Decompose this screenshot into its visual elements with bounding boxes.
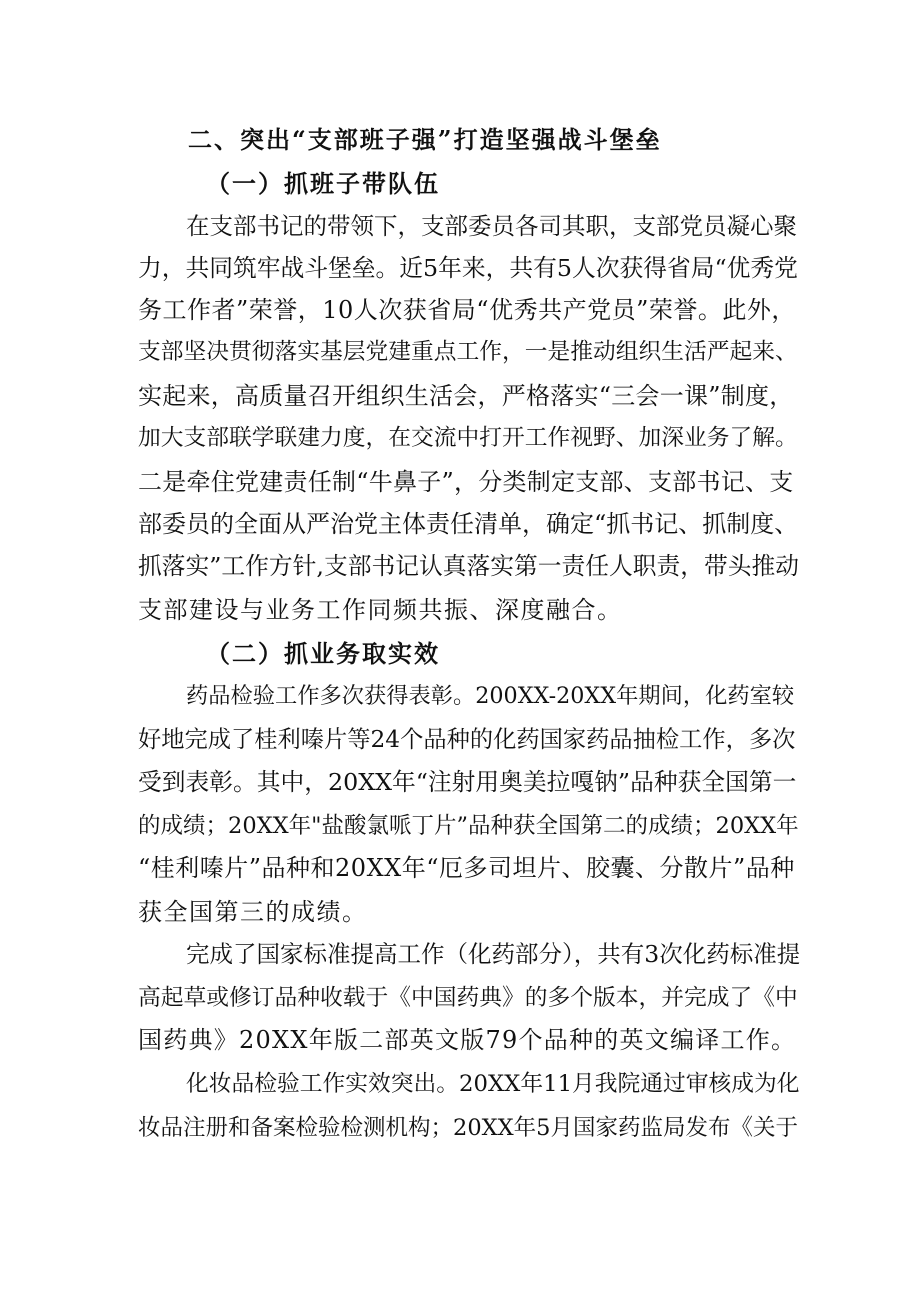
paragraph-line: 受到表彰。其中，20XX年“注射用奥美拉嘎钠”品种获全国第一 [138, 768, 797, 796]
paragraph-line: 加大支部联学联建力度，在交流中打开工作视野、加深业务了解。 [138, 425, 798, 451]
paragraph-line: 完成了国家标准提高工作（化药部分），共有3次化药标准提 [186, 940, 801, 968]
paragraph-line: 抓落实”工作方针,支部书记认真落实第一责任人职责，带头推动 [138, 552, 799, 580]
paragraph-line: 妆品注册和备案检验检测机构；20XX年5月国家药监局发布《关于 [138, 1115, 798, 1141]
subsection-heading-2: （二）抓业务取实效 [206, 639, 440, 668]
paragraph-line: 高起草或修订品种收载于《中国药典》的多个版本，并完成了《中 [138, 985, 798, 1011]
paragraph-line: 务工作者”荣誉，10人次获省局“优秀共产党员”荣誉。此外， [138, 296, 796, 324]
paragraph-line: 的成绩；20XX年"盐酸氯哌丁片”品种获全国第二的成绩；20XX年 [138, 813, 799, 839]
paragraph-line: 支部建设与业务工作同频共振、深度融合。 [138, 596, 623, 624]
paragraph-line: 好地完成了桂利嗪片等24个品种的化药国家药品抽检工作，多次 [138, 726, 796, 753]
paragraph-line: 二是牵住党建责任制“牛鼻子”，分类制定支部、支部书记、支 [138, 468, 794, 496]
paragraph-line: 部委员的全面从严治党主体责任清单，确定“抓书记、抓制度、 [138, 510, 799, 538]
paragraph-line: 力，共同筑牢战斗堡垒。近5年来，共有5人次获得省局“优秀党 [138, 254, 798, 282]
paragraph-line: 药品检验工作多次获得表彰。200XX-20XX年期间，化药室较 [186, 683, 795, 709]
paragraph-line: 在支部书记的带领下，支部委员各司其职，支部党员凝心聚 [186, 212, 797, 240]
paragraph-line: 实起来，高质量召开组织生活会，严格落实“三会一课”制度， [138, 382, 794, 410]
subsection-heading-1: （一）抓班子带队伍 [206, 169, 440, 198]
paragraph-line: 化妆品检验工作实效突出。20XX年11月我院通过审核成为化 [186, 1071, 800, 1097]
paragraph-line: 支部坚决贯彻落实基层党建重点工作，一是推动组织生活严起来、 [138, 339, 798, 365]
paragraph-line: 获全国第三的成绩。 [138, 898, 368, 926]
paragraph-line: 国药典》20XX年版二部英文版79个品种的英文编译工作。 [138, 1026, 797, 1054]
paragraph-line: “桂利嗪片”品种和20XX年“厄多司坦片、胶囊、分散片”品种 [138, 854, 795, 882]
section-heading: 二、突出“支部班子强”打造坚强战斗堡垒 [188, 125, 662, 154]
